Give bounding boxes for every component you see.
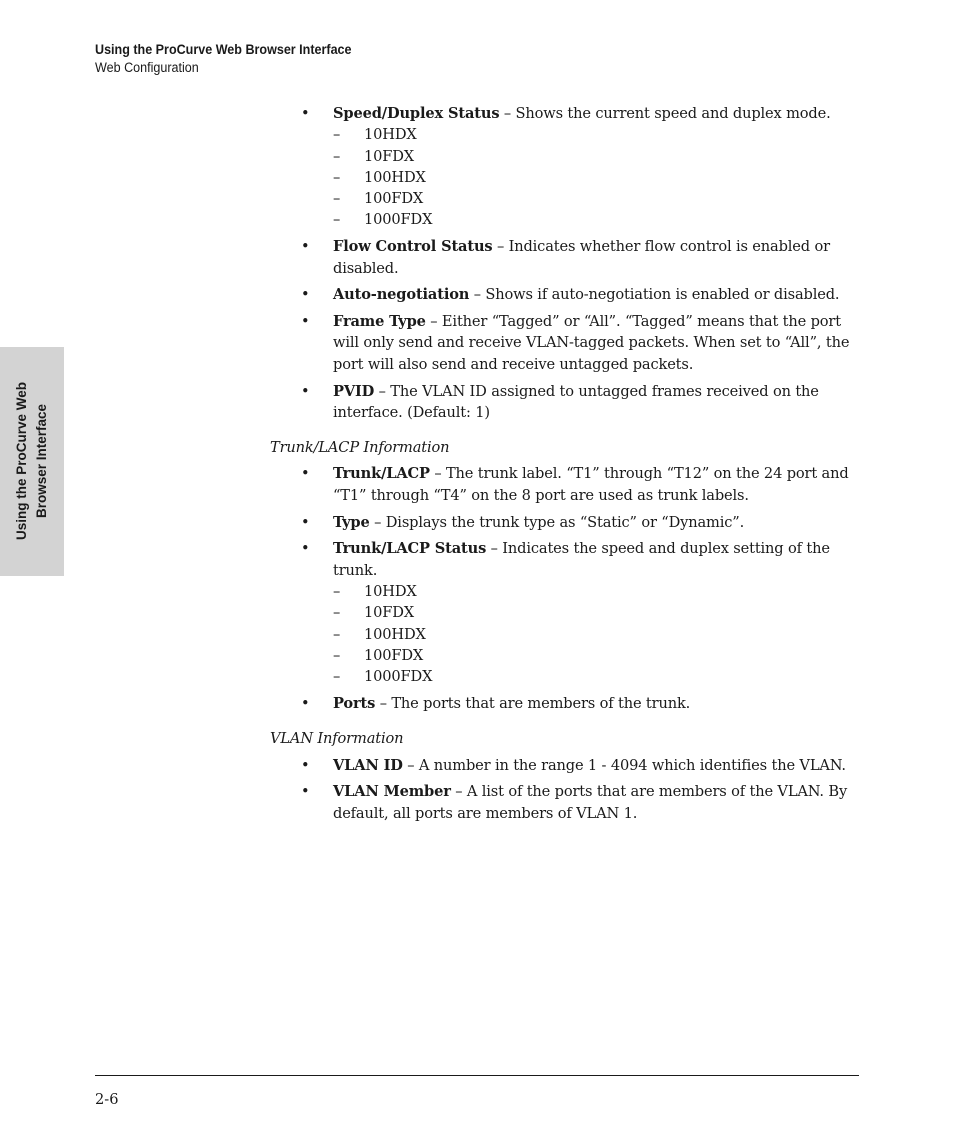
bullet-term: Flow Control Status: [333, 238, 493, 256]
bullet-term: Ports: [333, 694, 376, 712]
bullet-flow-control: [268, 236, 860, 279]
bullet-speed-duplex: [268, 103, 860, 231]
dash: –: [333, 668, 341, 686]
dash: –: [333, 147, 341, 165]
side-tab-line-1: Using the ProCurve Web: [14, 381, 29, 541]
running-header: [95, 41, 371, 77]
bullet-term: Speed/Duplex Status: [333, 105, 500, 122]
bullet-text: – A list of the ports that are members of the VLAN. By default, all ports are members of VLAN 1.: [333, 783, 848, 822]
header-subtitle: Web Configuration: [95, 60, 199, 75]
bullet-dot: •: [301, 465, 310, 483]
bullet-text: – A number in the range 1 - 4094 which identifies the VLAN.: [402, 756, 846, 774]
sub-item: [333, 167, 860, 188]
bullet-dot: •: [301, 286, 310, 304]
bullet-type: [268, 512, 860, 533]
sub-item-text: 1000FDX: [364, 668, 433, 686]
sub-item: [333, 581, 860, 602]
dash: –: [333, 625, 341, 643]
bullet-dot: •: [301, 783, 310, 801]
bullet-term: Trunk/LACP: [333, 465, 430, 483]
sub-item: [333, 146, 860, 167]
sub-item-text: 1000FDX: [364, 211, 433, 229]
bullet-pvid: [268, 381, 860, 424]
bullet-text: – Indicates whether flow control is enabled or disabled.: [333, 238, 830, 277]
sub-item-text: 100HDX: [364, 168, 426, 186]
bullet-text: – The trunk label. “T1” through “T12” on the 24 port and “T1” through “T4” on the 8 port are used as trunk labels.: [333, 465, 849, 504]
bullet-text: – The VLAN ID assigned to untagged frames received on the interface. (Default: 1): [333, 382, 819, 421]
sub-item-text: 10HDX: [364, 126, 417, 144]
sub-item: [333, 666, 860, 687]
bullet-term: Trunk/LACP Status: [333, 540, 487, 558]
sub-item-text: 100FDX: [364, 190, 424, 208]
bullet-term: PVID: [333, 382, 375, 400]
sub-item: [333, 188, 860, 209]
bullet-ports: [268, 693, 860, 714]
sub-item: [333, 624, 860, 645]
bullet-term: Type: [333, 513, 370, 531]
bullet-trunk-lacp: [268, 463, 860, 506]
side-tab-line-2: Browser Interface: [34, 403, 49, 519]
bullet-text: – Shows the current speed and duplex mode.: [499, 105, 831, 122]
bullet-text: – Either “Tagged” or “All”. “Tagged” means that the port will only send and receive VLAN-tagged packets. When set to “All”, the port will also send and receive untagged packets.: [333, 313, 850, 373]
side-tab-label: [12, 382, 52, 540]
page-number: 2-6: [95, 1091, 119, 1108]
sub-item-text: 10HDX: [364, 582, 417, 600]
sub-item-text: 10FDX: [364, 604, 415, 622]
dash: –: [333, 582, 341, 600]
section-heading-vlan: VLAN Information: [270, 730, 404, 748]
dash: –: [333, 604, 341, 622]
bullet-dot: •: [301, 513, 310, 531]
bullet-vlan-id: [268, 755, 860, 776]
bullet-term: Auto-negotiation: [333, 286, 470, 304]
dash: –: [333, 168, 341, 186]
bullet-dot: •: [301, 105, 310, 122]
bullet-trunk-lacp-status: [268, 538, 860, 687]
bullet-auto-negotiation: [268, 284, 860, 305]
bullet-term: VLAN ID: [333, 756, 403, 774]
bullet-dot: •: [301, 540, 310, 558]
bullet-dot: •: [301, 756, 310, 774]
bullet-frame-type: [268, 311, 860, 375]
sub-item: [333, 124, 860, 145]
sub-item: [333, 209, 860, 230]
dash: –: [333, 211, 341, 229]
sub-item-text: 100HDX: [364, 625, 426, 643]
sub-item-text: 10FDX: [364, 147, 415, 165]
sub-item: [333, 645, 860, 666]
bullet-vlan-member: [268, 781, 860, 824]
bullet-text: – Displays the trunk type as “Static” or “Dynamic”.: [369, 513, 745, 531]
sub-item-text: 100FDX: [364, 646, 424, 664]
dash: –: [333, 646, 341, 664]
footer-rule: [95, 1075, 859, 1076]
bullet-term: VLAN Member: [333, 783, 451, 801]
bullet-text: – Indicates the speed and duplex setting of the trunk.: [333, 540, 830, 579]
bullet-dot: •: [301, 313, 310, 331]
dash: –: [333, 126, 341, 144]
sub-item: [333, 602, 860, 623]
section-heading-trunk: Trunk/LACP Information: [270, 439, 450, 457]
bullet-text: – Shows if auto-negotiation is enabled or disabled.: [469, 286, 840, 304]
chapter-side-tab: [0, 347, 64, 576]
header-title: Using the ProCurve Web Browser Interface: [95, 42, 352, 57]
bullet-dot: •: [301, 238, 310, 256]
dash: –: [333, 190, 341, 208]
bullet-text: – The ports that are members of the trunk.: [375, 694, 691, 712]
main-content: [268, 103, 860, 829]
bullet-dot: •: [301, 382, 310, 400]
bullet-term: Frame Type: [333, 313, 426, 331]
bullet-dot: •: [301, 694, 310, 712]
